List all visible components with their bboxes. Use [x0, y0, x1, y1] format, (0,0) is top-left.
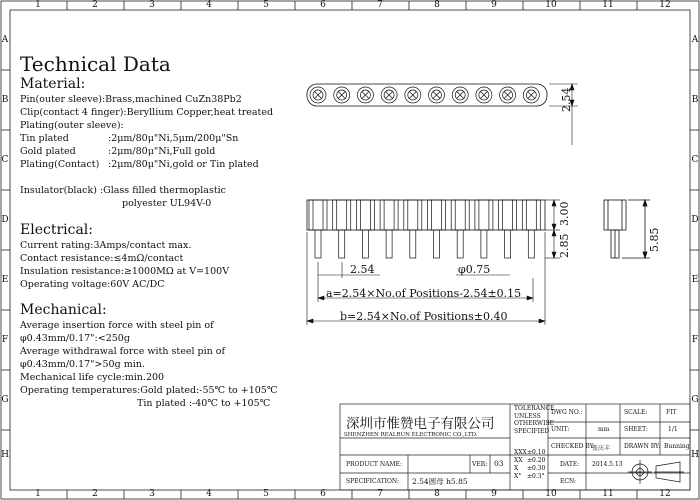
projection-symbol [628, 460, 684, 484]
column-number: 4 [206, 0, 212, 10]
scale-value: FIT [666, 409, 677, 416]
column-number: 2 [92, 489, 98, 499]
column-number: 8 [434, 0, 440, 10]
mechanical-heading: Mechanical: [20, 302, 107, 318]
dim-formula-b: b=2.54×No.of Positions±0.40 [340, 310, 508, 323]
pin-tail [315, 230, 321, 258]
ecn-label: ECN: [560, 478, 577, 485]
material-line: Clip(contact 4 finger):Beryllium Copper,heat treated [20, 107, 274, 118]
dim-3-00: 3.00 [558, 201, 571, 226]
row-letter: F [1, 335, 9, 345]
row-letter: D [1, 215, 9, 225]
column-number: 6 [320, 0, 326, 10]
sheet-value: 1/1 [668, 426, 678, 433]
sleeve-body [404, 200, 422, 230]
row-letter: H [1, 450, 9, 460]
row-letter: F [691, 335, 699, 345]
tol-key: X° [514, 473, 522, 480]
pin-tail [410, 230, 416, 258]
plating-label: Tin plated [20, 133, 69, 144]
row-letter: A [1, 35, 9, 45]
column-number: 11 [602, 489, 614, 499]
date-value: 2014.5.13 [592, 461, 623, 468]
column-number: 3 [149, 489, 155, 499]
pin-tail [386, 230, 392, 258]
dim-5-85: 5.85 [648, 227, 661, 252]
mechanical-line: Operating temperatures:Gold plated:-55℃ to +105℃ [20, 385, 278, 396]
row-letter: D [691, 215, 699, 225]
tol-value: ±0.3° [527, 473, 545, 480]
dim-formula-a: a=2.54×No.of Positions-2.54±0.15 [326, 287, 522, 300]
pin-tail [362, 230, 368, 258]
pin-tail [528, 230, 534, 258]
plating-value: :2μm/80μ"Ni,Full gold [108, 146, 216, 157]
column-number: 12 [659, 0, 671, 10]
product-label: PRODUCT NAME: [346, 461, 402, 468]
checked-value: 张庆丰 [592, 445, 611, 452]
sleeve-body [380, 200, 398, 230]
plating-value: :2μm/80μ"Ni,gold or Tin plated [108, 159, 259, 170]
column-number: 9 [491, 489, 497, 499]
dim-2-54-height: 2.54 [560, 87, 573, 112]
dim-2-85: 2.85 [558, 233, 571, 258]
insulator-line-2: polyester UL94V-0 [122, 198, 212, 209]
column-number: 6 [320, 489, 326, 499]
plating-label: Plating(Contact) [20, 159, 100, 170]
pin-tail [457, 230, 463, 258]
column-number: 5 [263, 0, 269, 10]
mechanical-line: Average insertion force with steel pin of [20, 320, 214, 331]
sleeve-body [356, 200, 374, 230]
tol-key: XXX [514, 449, 527, 456]
sleeve-body [428, 200, 446, 230]
electrical-line: Insulation resistance:≥1000MΩ at V=100V [20, 266, 230, 277]
mechanical-line: Mechanical life cycle:min.200 [20, 372, 165, 383]
column-number: 7 [377, 489, 383, 499]
pin-tail [434, 230, 440, 258]
tol-value: ±0.10 [527, 449, 546, 456]
tin-temp-line: Tin plated :-40℃ to +105℃ [137, 398, 271, 409]
row-letter: B [1, 95, 9, 105]
mechanical-line: φ0.43mm/0.17":<250g [20, 333, 130, 344]
scale-label: SCALE: [624, 409, 648, 416]
column-number: 4 [206, 489, 212, 499]
column-number: 12 [659, 489, 671, 499]
plating-label: Gold plated [20, 146, 76, 157]
electrical-line: Contact resistance:≤4mΩ/contact [20, 253, 184, 264]
tol-value: ±0.30 [527, 465, 546, 472]
spec-value: 2.54圆母 h5.85 [412, 477, 468, 486]
unit-label: UNIT: [551, 426, 570, 433]
mechanical-line: φ0.43mm/0.17">50g min. [20, 359, 145, 370]
ver-label: VER: [472, 461, 488, 468]
column-number: 1 [35, 489, 41, 499]
row-letter: A [691, 35, 699, 45]
column-number: 10 [545, 0, 557, 10]
column-number: 10 [545, 489, 557, 499]
column-number: 11 [602, 0, 614, 10]
doc-title: Technical Data [20, 52, 171, 76]
row-letter: C [691, 155, 699, 165]
column-number: 9 [491, 0, 497, 10]
tol-value: ±0.20 [527, 457, 546, 464]
material-line: Pin(outer sleeve):Brass,machined CuZn38Pb2 [20, 94, 242, 105]
insulator-line: Insulator(black) :Glass filled thermoplastic [20, 185, 226, 196]
pin-tail [481, 230, 487, 258]
dwg-no-label: DWG NO.: [551, 409, 583, 416]
column-number: 2 [92, 0, 98, 10]
material-line: Plating(outer sleeve): [20, 120, 124, 131]
sleeve-body [333, 200, 351, 230]
checked-label: CHECKED BY: [551, 443, 595, 450]
date-label: DATE: [560, 461, 580, 468]
electrical-line: Operating voltage:60V AC/DC [20, 279, 165, 290]
column-number: 5 [263, 489, 269, 499]
material-heading: Material: [20, 76, 86, 92]
company-name-cn: 深圳市惟赞电子有限公司 [346, 416, 495, 432]
pin-tail [339, 230, 345, 258]
sleeve-body [475, 200, 493, 230]
tol-key: X [514, 465, 519, 472]
sleeve-body [451, 200, 469, 230]
pin-tail [505, 230, 511, 258]
company-name-en: SHENZHEN REALRUN ELECTRONIC CO.,LTD. [344, 432, 478, 438]
ver-value: 03 [494, 459, 504, 468]
spec-label: SPECIFICATION: [346, 478, 399, 485]
row-letter: E [1, 275, 9, 285]
row-letter: B [691, 95, 699, 105]
column-number: 7 [377, 0, 383, 10]
drawn-label: DRAWN BY: [624, 443, 661, 450]
drawn-value: Bunning [664, 443, 690, 450]
row-letter: H [691, 450, 699, 460]
sleeve-body [499, 200, 517, 230]
plating-value: :2μm/80μ"Ni,5μm/200μ"Sn [108, 133, 239, 144]
sleeve-body [309, 200, 327, 230]
unit-value: mm [598, 426, 610, 433]
column-number: 8 [434, 489, 440, 499]
tol-key: XX [514, 457, 523, 464]
column-number: 1 [35, 0, 41, 10]
electrical-heading: Electrical: [20, 222, 94, 238]
tolerance-label: TOLERANCE UNLESS OTHERWISE SPECIFIED [514, 405, 555, 435]
mechanical-line: Average withdrawal force with steel pin of [20, 346, 225, 357]
column-number: 3 [149, 0, 155, 10]
electrical-line: Current rating:3Amps/contact max. [20, 240, 192, 251]
row-letter: C [1, 155, 9, 165]
row-letter: G [691, 395, 699, 405]
row-letter: E [691, 275, 699, 285]
dim-pitch: 2.54 [350, 263, 375, 276]
dim-pin-diameter: φ0.75 [458, 263, 491, 276]
row-letter: G [1, 395, 9, 405]
sheet-label: SHEET: [624, 426, 648, 433]
sleeve-body [522, 200, 540, 230]
